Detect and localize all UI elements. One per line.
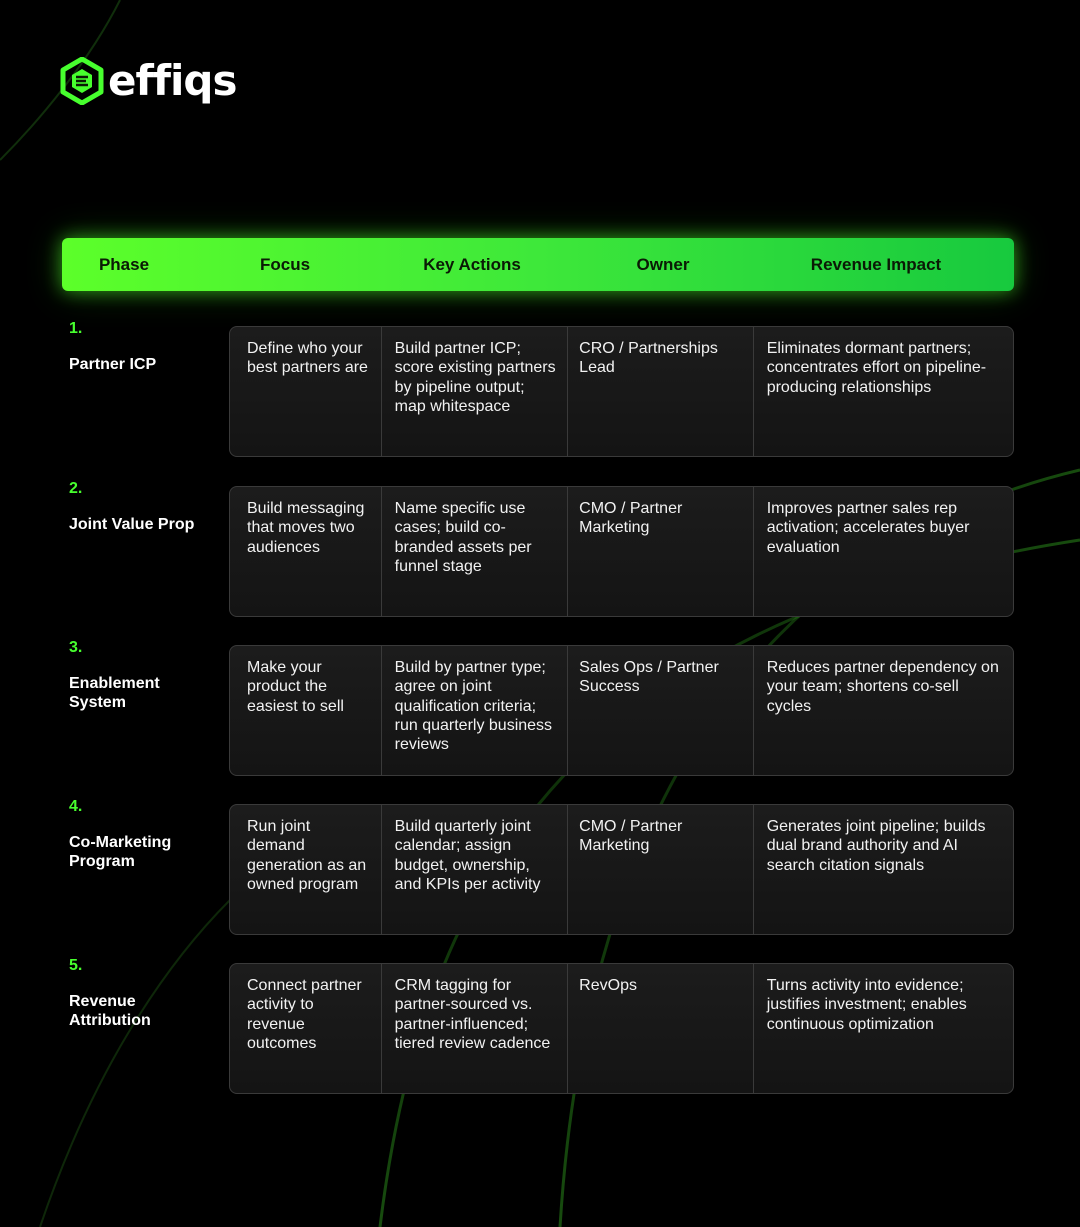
header-key-actions: Key Actions — [423, 255, 521, 274]
owner-cell: RevOps — [568, 964, 754, 1093]
brand-logo — [60, 56, 237, 106]
phase-number: 2. — [69, 480, 83, 497]
row-card — [229, 645, 1014, 776]
owner-cell: Sales Ops / Partner Success — [568, 646, 754, 775]
owner-cell: CMO / Partner Marketing — [568, 487, 754, 616]
phase-name: Enablement System — [69, 675, 160, 711]
header-phase: Phase — [98, 255, 150, 274]
actions-cell: CRM tagging for partner-sourced vs. partner-influenced; tiered review cadence — [382, 964, 569, 1093]
phase-number: 1. — [69, 320, 83, 337]
impact-cell: Improves partner sales rep activation; accelerates buyer evaluation — [766, 500, 970, 556]
header-focus: Focus — [259, 255, 311, 274]
phase-number: 4. — [69, 798, 83, 815]
actions-cell: Build by partner type; agree on joint qualification criteria; run quarterly business reviews — [382, 646, 569, 775]
impact-cell: Turns activity into evidence; justifies investment; enables continuous optimization — [766, 977, 967, 1033]
focus-cell: Build messaging that moves two audiences — [230, 487, 382, 616]
phase-number: 3. — [69, 639, 83, 656]
phase-name: Revenue Attribution — [69, 993, 151, 1029]
header-owner: Owner — [636, 255, 690, 274]
phase-name: Partner ICP — [69, 356, 157, 373]
owner-cell: CMO / Partner Marketing — [568, 805, 754, 934]
row-card — [229, 963, 1014, 1094]
focus-cell: Make your product the easiest to sell — [230, 646, 382, 775]
phase-name: Co-Marketing Program — [69, 834, 172, 870]
header-revenue-impact: Revenue Impact — [810, 255, 942, 274]
phase-name: Joint Value Prop — [69, 516, 195, 533]
owner-cell: CRO / Partnerships Lead — [568, 327, 754, 456]
phase-number: 5. — [69, 957, 83, 974]
brand-name: effiqs — [108, 56, 237, 105]
actions-cell: Name specific use cases; build co-branded assets per funnel stage — [382, 487, 569, 616]
focus-cell: Run joint demand generation as an owned program — [230, 805, 382, 934]
table-header — [62, 238, 1014, 291]
impact-cell: Eliminates dormant partners; concentrates effort on pipeline-producing relationships — [766, 340, 987, 396]
row-card — [229, 326, 1014, 457]
focus-cell: Connect partner activity to revenue outcomes — [230, 964, 382, 1093]
actions-cell: Build partner ICP; score existing partners by pipeline output; map whitespace — [382, 327, 569, 456]
impact-cell: Reduces partner dependency on your team; shortens co-sell cycles — [766, 659, 999, 715]
row-card — [229, 804, 1014, 935]
actions-cell: Build quarterly joint calendar; assign budget, ownership, and KPIs per activity — [382, 805, 569, 934]
focus-cell: Define who your best partners are — [230, 327, 382, 456]
impact-cell: Generates joint pipeline; builds dual brand authority and AI search citation signals — [766, 818, 986, 874]
effiqs-hexagon-icon — [60, 57, 104, 105]
row-card — [229, 486, 1014, 617]
